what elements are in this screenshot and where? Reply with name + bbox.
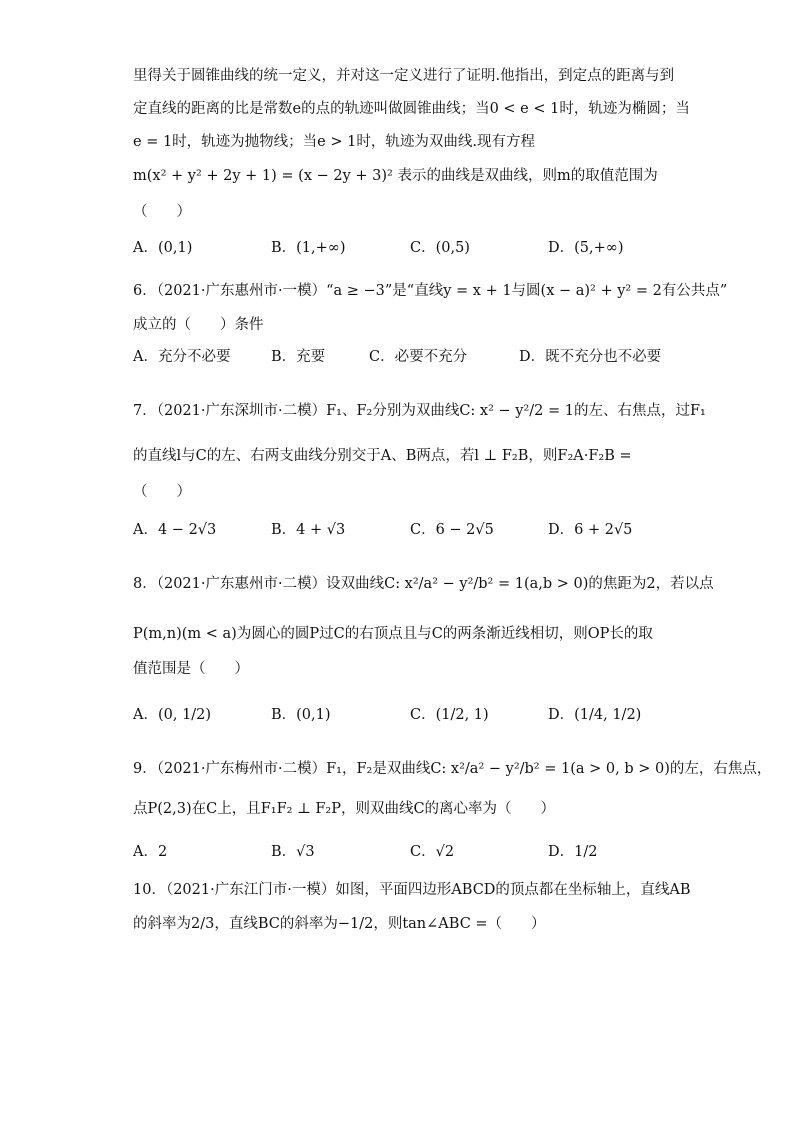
- q8-line-3: 值范围是（ ）: [133, 661, 249, 677]
- q5-option-c: C．(0,5): [410, 240, 470, 256]
- q6-option-c: C．必要不充分: [369, 349, 468, 365]
- q7-option-a: A．4 − 2√3: [133, 522, 217, 538]
- q8-line-2: P(m,n)(m < a)为圆心的圆P过C的右顶点且与C的两条渐近线相切，则OP长的取: [133, 626, 653, 642]
- q6-line-2: 成立的（ ）条件: [133, 317, 264, 333]
- q10-line-1: 10．（2021·广东江门市·一模）如图，平面四边形ABCD的顶点都在坐标轴上，直线AB: [133, 882, 691, 898]
- intro-line-2: 定直线的距离的比是常数e的点的轨迹叫做圆锥曲线；当0 < e < 1时，轨迹为椭圆；当: [133, 101, 690, 117]
- q9-option-b: B．√3: [271, 844, 315, 860]
- q9-line-2: 点P(2,3)在C上，且F₁F₂ ⊥ F₂P，则双曲线C的离心率为（ ）: [133, 801, 556, 817]
- q10-line-2: 的斜率为2/3，直线BC的斜率为−1/2，则tan∠ABC =（ ）: [133, 916, 546, 932]
- q8-option-b: B．(0,1): [271, 707, 331, 723]
- intro-line-4-equation: m(x² + y² + 2y + 1) = (x − 2y + 3)² 表示的曲线是双曲线，则m的取值范围为: [133, 168, 658, 184]
- q8-line-1: 8．（2021·广东惠州市·二模）设双曲线C: x²/a² − y²/b² = 1(a,b > 0)的焦距为2，若以点: [133, 576, 714, 592]
- q6-option-b: B．充要: [271, 349, 326, 365]
- intro-line-3: e = 1时，轨迹为抛物线；当e > 1时，轨迹为双曲线.现有方程: [133, 134, 535, 150]
- q9-option-a: A．2: [133, 844, 168, 860]
- q8-option-c: C．(1/2, 1): [410, 707, 489, 723]
- q5-option-a: A．(0,1): [133, 240, 193, 256]
- q5-answer-paren: （ ）: [133, 204, 191, 220]
- q7-option-d: D．6 + 2√5: [548, 522, 633, 538]
- q9-option-d: D．1/2: [548, 844, 598, 860]
- q8-option-a: A．(0, 1/2): [133, 707, 212, 723]
- q5-option-b: B．(1,+∞): [271, 240, 346, 256]
- q8-option-d: D．(1/4, 1/2): [548, 707, 642, 723]
- q7-line-2: 的直线l与C的左、右两支曲线分别交于A、B两点，若l ⊥ F₂B，则F₂A·F₂B =: [133, 448, 632, 464]
- q6-line-1: 6．（2021·广东惠州市·一模）“a ≥ −3”是“直线y = x + 1与圆(x − a)² + y² = 2有公共点”: [133, 283, 728, 299]
- q9-line-1: 9．（2021·广东梅州市·二模）F₁，F₂是双曲线C: x²/a² − y²/b² = 1(a > 0, b > 0)的左，右焦点，: [133, 761, 772, 777]
- q7-answer-paren: （ ）: [133, 484, 191, 500]
- q7-line-1: 7．（2021·广东深圳市·二模）F₁、F₂分别为双曲线C: x² − y²/2 = 1的左、右焦点，过F₁: [133, 403, 706, 419]
- q9-option-c: C．√2: [410, 844, 455, 860]
- q6-option-d: D．既不充分也不必要: [519, 349, 662, 365]
- q5-option-d: D．(5,+∞): [548, 240, 624, 256]
- q6-option-a: A．充分不必要: [133, 349, 231, 365]
- q7-option-c: C．6 − 2√5: [410, 522, 494, 538]
- q7-option-b: B．4 + √3: [271, 522, 346, 538]
- intro-line-1: 里得关于圆锥曲线的统一定义，并对这一定义进行了证明.他指出，到定点的距离与到: [133, 68, 675, 84]
